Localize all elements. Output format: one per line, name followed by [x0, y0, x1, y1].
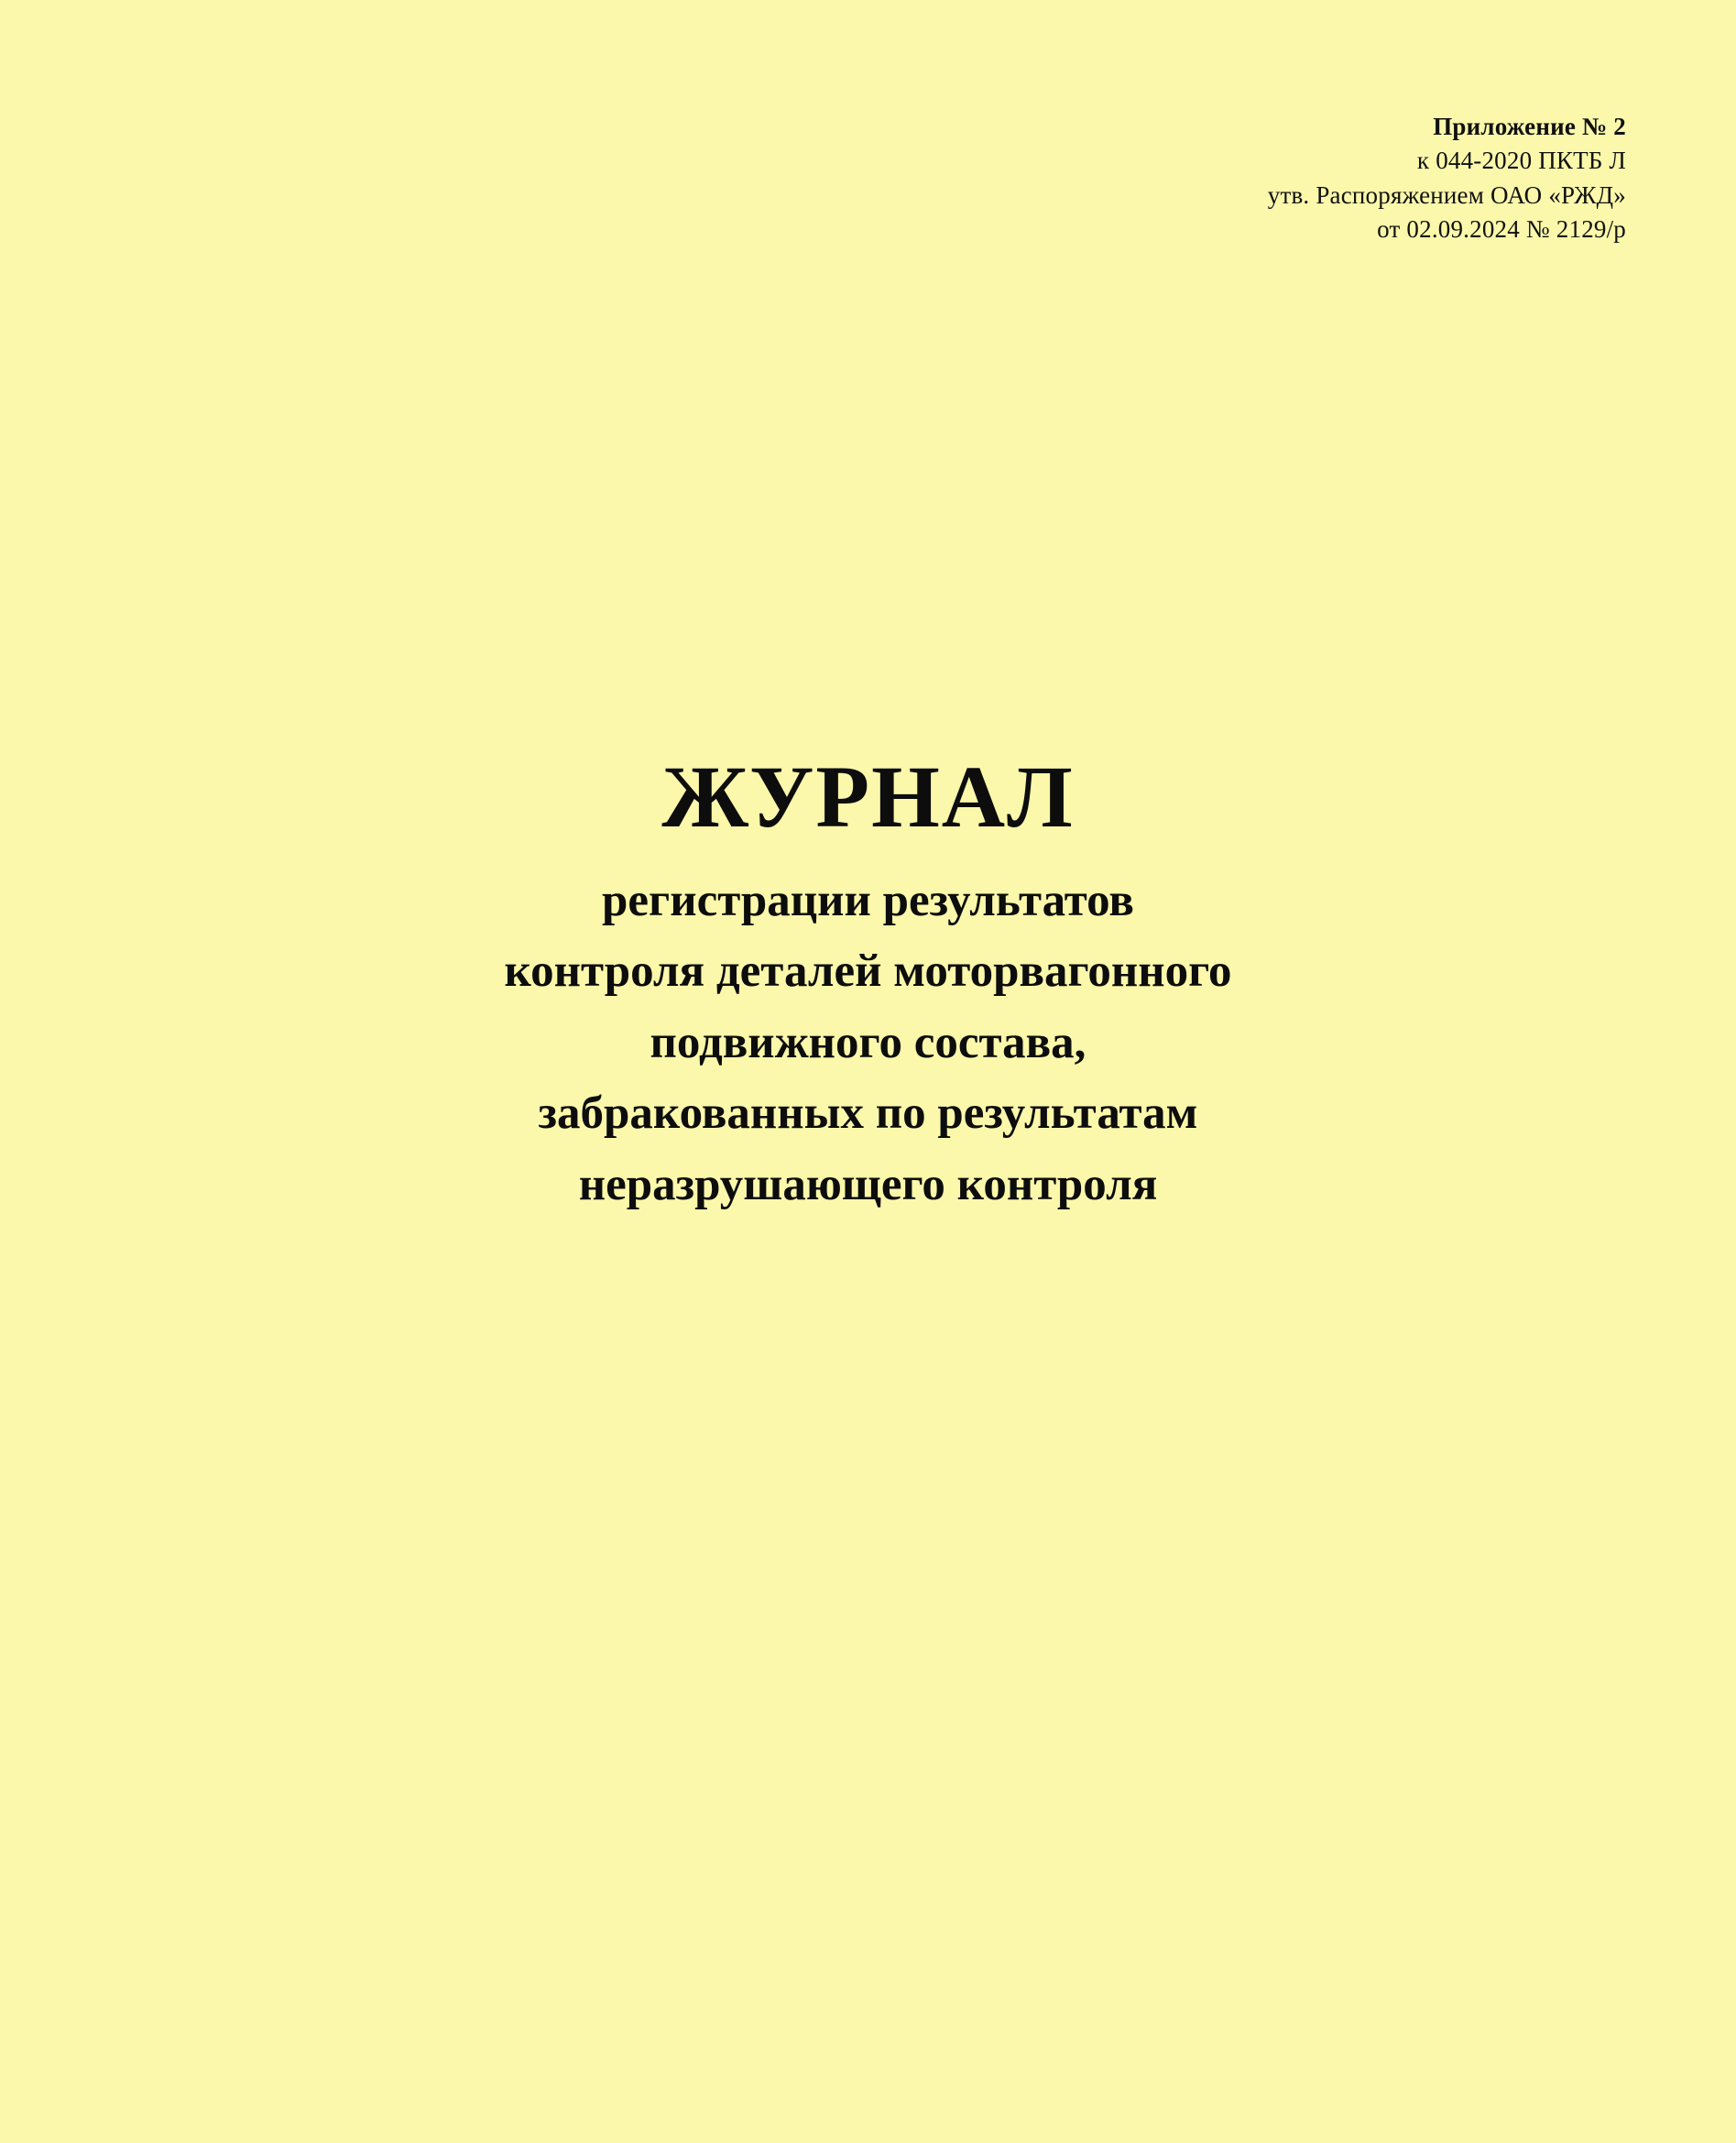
approval-authority: утв. Распоряжением ОАО «РЖД»	[1267, 180, 1626, 209]
order-reference: от 02.09.2024 № 2129/р	[1377, 214, 1626, 243]
appendix-number: Приложение № 2	[1433, 113, 1626, 140]
page-title: ЖУРНАЛ	[661, 748, 1075, 846]
subtitle-line: неразрушающего контроля	[578, 1158, 1158, 1210]
title-area	[0, 748, 1736, 1220]
subtitle-line: забракованных по результатам	[538, 1088, 1198, 1140]
page-subtitle	[328, 866, 1409, 1221]
appendix-header	[1268, 110, 1626, 246]
subtitle-line: контроля деталей моторвагонного	[504, 946, 1232, 998]
subtitle-line: регистрации результатов	[602, 874, 1134, 926]
standard-reference: к 044-2020 ПКТБ Л	[1416, 147, 1626, 175]
subtitle-line: подвижного состава,	[650, 1016, 1086, 1068]
